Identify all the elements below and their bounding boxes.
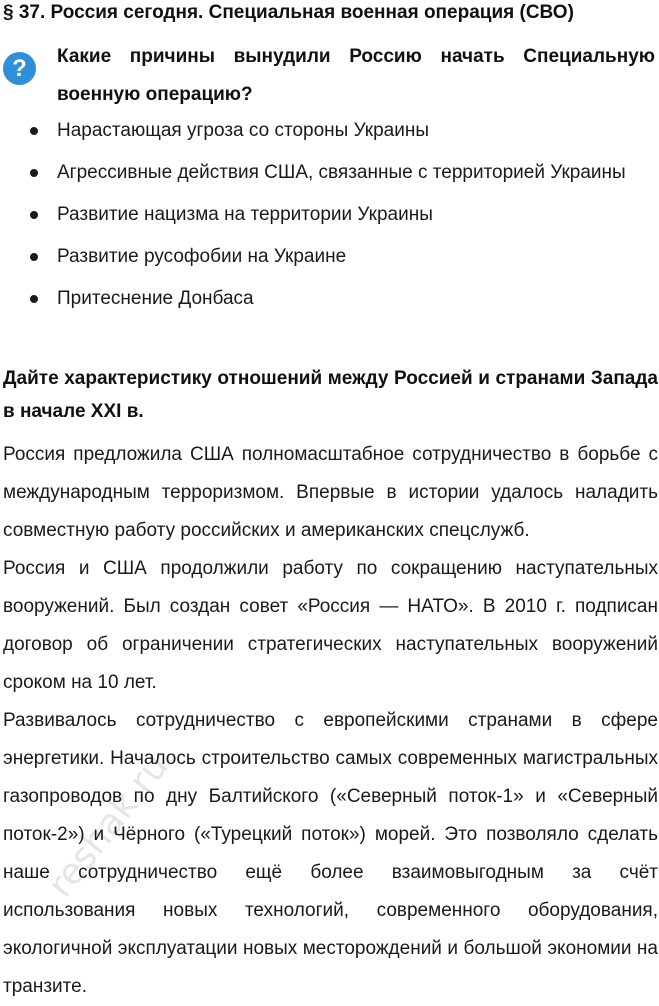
question-text: Какие причины вынудили Россию начать Специальную военную операцию? xyxy=(57,46,655,105)
reason-text: Притеснение Донбаса xyxy=(57,288,254,309)
reason-text: Развитие нацизма на территории Украины xyxy=(57,204,433,225)
reason-text: Нарастающая угроза со стороны Украины xyxy=(57,120,430,141)
list-item xyxy=(0,280,656,318)
bullet-icon xyxy=(30,295,38,303)
bullet-icon xyxy=(30,253,38,261)
bullet-icon xyxy=(30,169,38,177)
list-item xyxy=(0,154,656,192)
bullet-icon xyxy=(30,211,38,219)
reason-text: Развитие русофобии на Украине xyxy=(57,246,347,267)
list-item xyxy=(0,238,656,276)
watermark: reshak.ru xyxy=(40,746,177,906)
section-title: § 37. Россия сегодня. Специальная военная операция (СВО) xyxy=(3,2,574,23)
paragraph-arms-reduction: Россия и США продолжили работу по сокращению наступательных вооружений. Был создан совет «Россия — НАТО». В 2010 г. подписан договор об ограничении стратегических наступательных вооружений сроком на 10 лет. xyxy=(3,558,658,693)
list-item xyxy=(0,112,656,150)
list-item xyxy=(0,196,656,234)
task-heading: Дайте характеристику отношений между Россией и странами Запада в начале XXI в. xyxy=(3,368,658,422)
bullet-icon xyxy=(30,127,38,135)
paragraph-cooperation: Россия предложила США полномасштабное сотрудничество в борьбе с международным терроризмом. Впервые в истории удалось наладить совместную работу российских и американских спецслужб. xyxy=(3,444,658,541)
question-mark-icon: ? xyxy=(3,52,36,85)
paragraph-energy: Развивалось сотрудничество с европейскими странами в сфере энергетики. Началось строительство самых современных магистральных газопроводов по дну Балтийского («Северный поток-1» и «Северный поток-2») и Чёрного («Турецкий поток») морей. Это позволяло сделать наше сотрудничество ещё более взаимовыгодным за счёт использования новых технологий, современного оборудования, экологичной эксплуатации новых месторождений и большой экономии на транзите. xyxy=(3,710,658,997)
reason-text: Агрессивные действия США, связанные с территорией Украины xyxy=(57,162,626,183)
reasons-list xyxy=(0,112,659,322)
